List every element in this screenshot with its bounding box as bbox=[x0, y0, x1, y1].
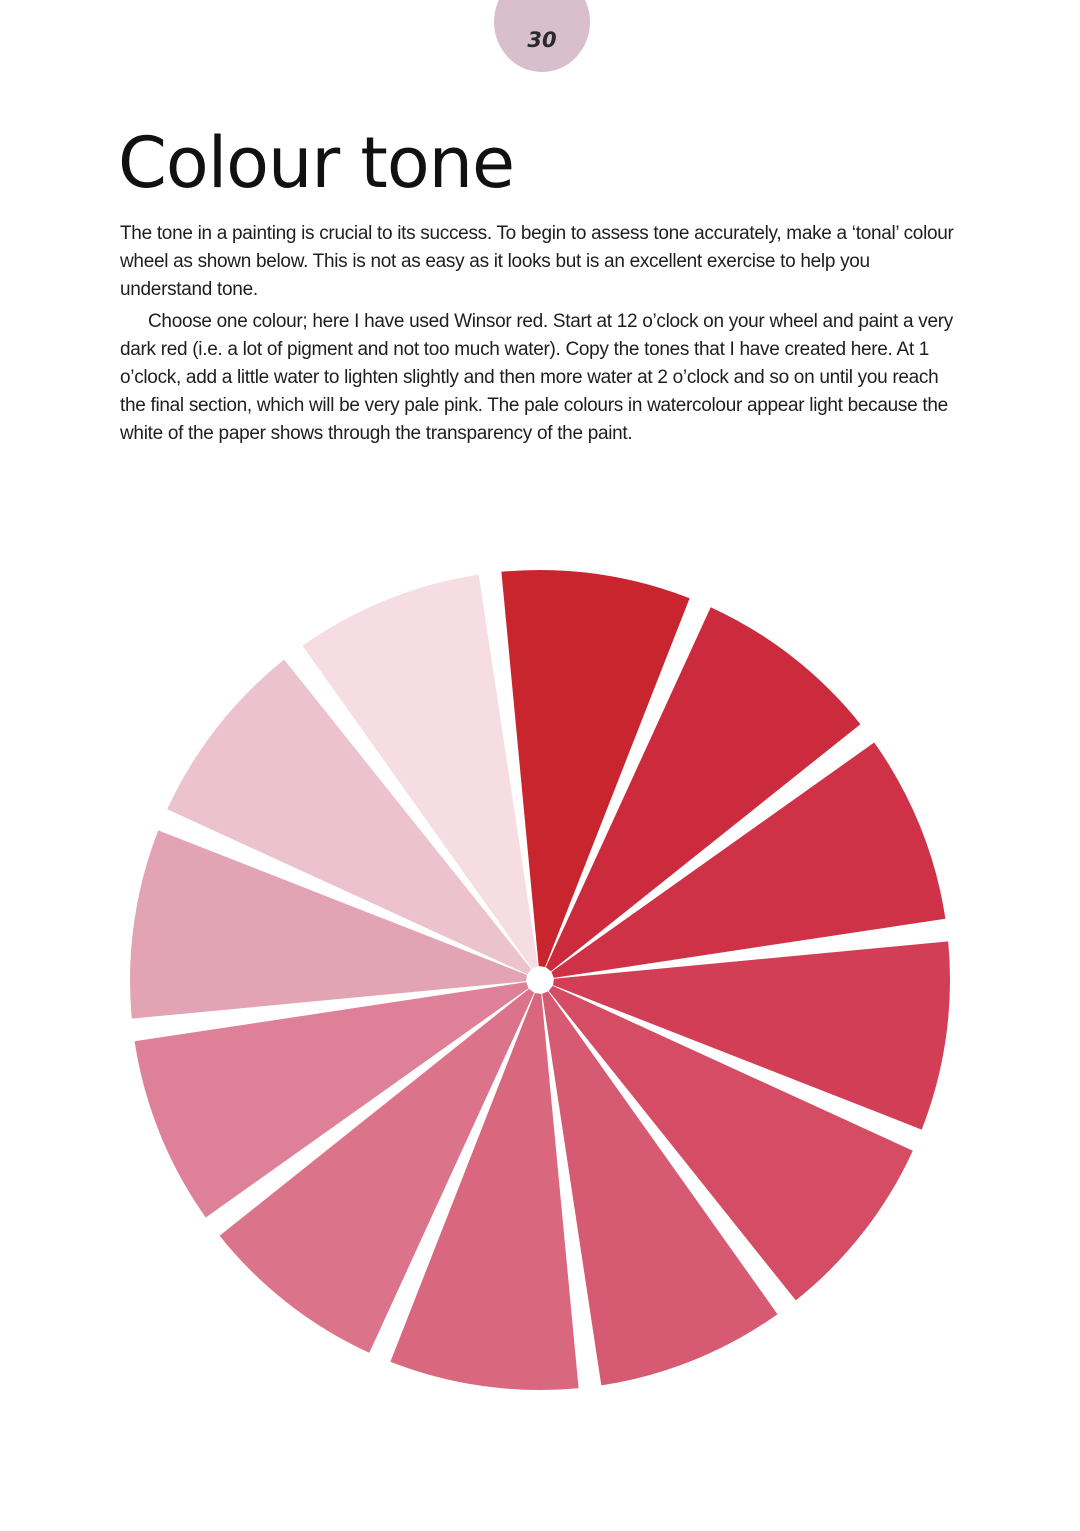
tonal-colour-wheel bbox=[110, 565, 970, 1425]
page-title: Colour tone bbox=[118, 122, 515, 204]
page-number: 30 bbox=[527, 28, 557, 52]
paragraph-instructions: Choose one colour; here I have used Winsor red. Start at 12 o’clock on your wheel and paint a very dark red (i.e. a lot of pigment and not too much water). Copy the tones that I have created here. At 1 o’clock, add a little water to lighten slightly and then more water at 2 o’clock and so on until you reach the final section, which will be very pale pink. The pale colours in watercolour appear light because the white of the paper shows through the transparency of the paint. bbox=[120, 311, 953, 444]
body-text bbox=[120, 220, 960, 448]
paragraph-intro: The tone in a painting is crucial to its success. To begin to assess tone accurately, make a ‘tonal’ colour wheel as shown below. This is not as easy as it looks but is an excellent exercise to help you understand tone. bbox=[120, 223, 954, 300]
